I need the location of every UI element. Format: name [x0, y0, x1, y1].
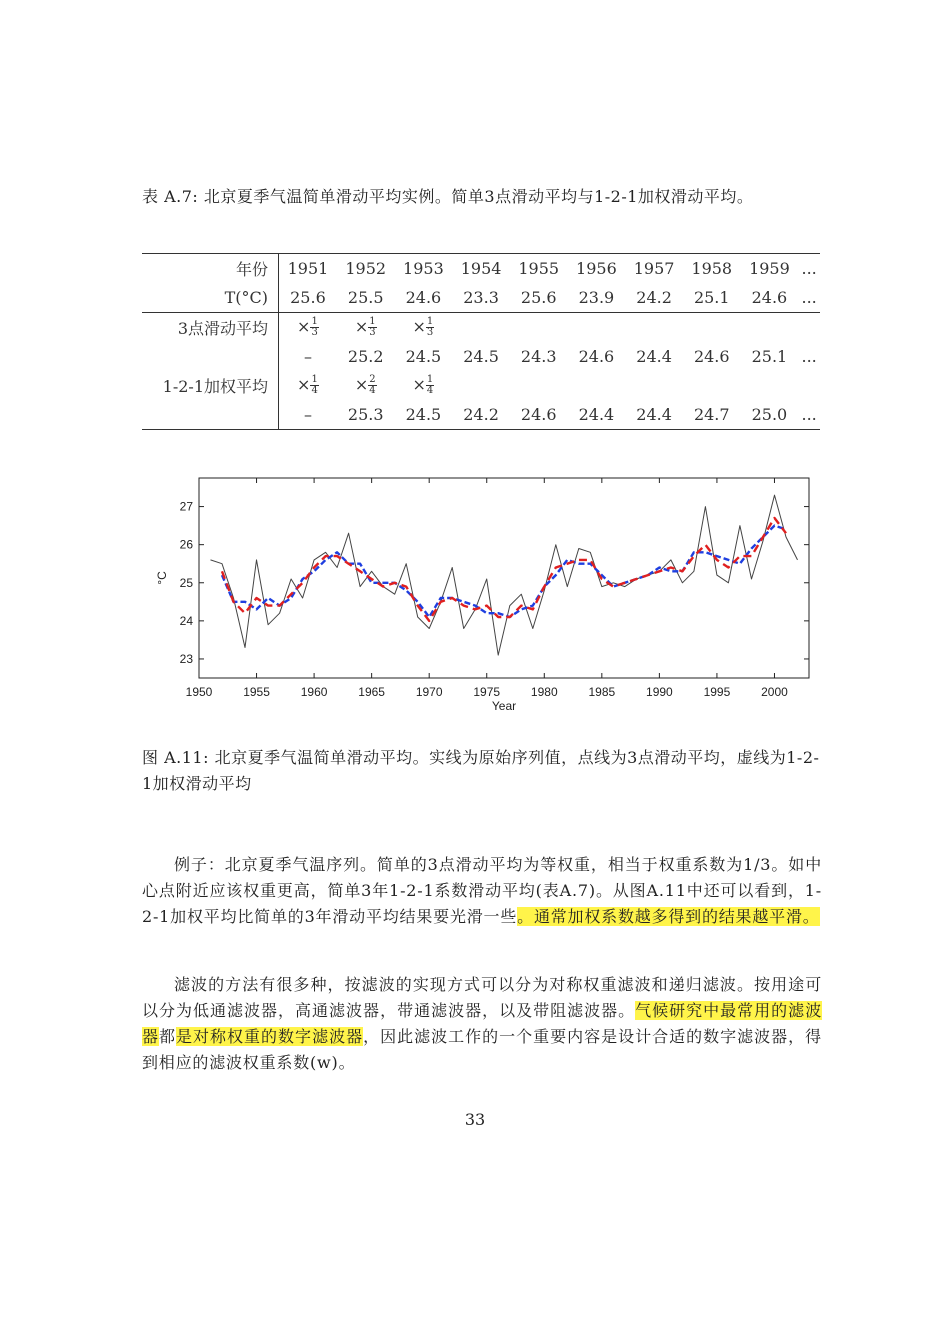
fraction-numerator: 2 [369, 374, 376, 385]
table-row [142, 313, 820, 343]
table-cell: 25.1 [693, 288, 730, 307]
x-tick-label: 1960 [300, 685, 328, 699]
table-cell [510, 313, 568, 343]
x-tick-label: 1970 [415, 685, 443, 699]
table-cell [568, 313, 626, 343]
series-line-dashed [222, 518, 786, 621]
fraction-numerator: 1 [426, 374, 434, 385]
table-cell [625, 371, 683, 400]
row-label: 3点滑动平均 [142, 313, 279, 343]
table-cell: 1953 [395, 254, 453, 284]
paragraph-example [142, 852, 822, 930]
weight-fraction [368, 317, 376, 338]
table-cell: 24.7 [683, 400, 741, 430]
y-tick-label: 26 [179, 537, 193, 552]
table-cell: 24.2 [452, 400, 510, 430]
table-cell [798, 313, 820, 343]
table-cell: 24.4 [636, 347, 672, 366]
x-tick-label: 1975 [473, 685, 501, 699]
table-cell: 24.6 [693, 347, 730, 366]
table-row [142, 254, 820, 284]
table-cell: 1951 [279, 254, 337, 284]
table-cell: 25.5 [347, 288, 384, 307]
table-cell: 25.0 [741, 400, 799, 430]
y-tick-label: 24 [179, 613, 193, 628]
weight-fraction [426, 375, 434, 396]
table-row [142, 400, 820, 430]
table-cell: 24.6 [578, 347, 615, 366]
x-axis-label: Year [491, 699, 517, 713]
fraction-denominator: 4 [426, 385, 434, 396]
table-cell: 1952 [337, 254, 395, 284]
row-label: 1-2-1加权平均 [142, 371, 279, 400]
plot-frame [199, 478, 809, 678]
table-cell: 24.6 [751, 288, 788, 307]
table-cell: ... [798, 254, 820, 284]
paragraph-text: 滤波的方法有很多种，按滤波的实现方式可以分为对称权重滤波和递归滤波。按用途可以分为低通滤波器，高通滤波器，带通滤波器，以及带阻滤波器。 [142, 975, 822, 1020]
table-cell: 24.2 [636, 288, 672, 307]
table-cell: 1958 [683, 254, 741, 284]
table-cell: 25.3 [337, 400, 395, 430]
y-tick-label: 23 [179, 651, 193, 666]
paragraph-filters [142, 972, 822, 1076]
table-cell [395, 371, 453, 400]
fraction-numerator: 1 [426, 316, 434, 327]
table-row [142, 342, 820, 371]
table-cell: 25.6 [520, 288, 557, 307]
fraction-denominator: 4 [311, 385, 318, 396]
highlighted-text: 气候研究中最常用的滤波器 [142, 1001, 822, 1046]
table-row [142, 283, 820, 313]
paragraph-text: 都 [159, 1027, 177, 1046]
x-tick-label: 2000 [761, 685, 788, 699]
table-cell [741, 371, 799, 400]
weight-fraction [310, 375, 318, 396]
row-label: 年份 [142, 254, 279, 284]
table-cell: 24.6 [510, 400, 568, 430]
table-cell [337, 313, 395, 343]
table-cell: 24.4 [568, 400, 626, 430]
times-sign: × [297, 375, 311, 394]
y-axis-label: °C [155, 571, 169, 585]
weight-fraction [368, 375, 376, 396]
table-cell: 24.5 [395, 400, 453, 430]
times-sign: × [354, 375, 369, 394]
times-sign: × [297, 317, 311, 336]
table-cell: 25.6 [290, 288, 326, 307]
weight-fraction [426, 317, 434, 338]
table-cell [279, 371, 337, 400]
y-tick-label: 27 [179, 499, 193, 514]
table-cell: 1956 [568, 254, 626, 284]
table-cell [741, 313, 799, 343]
times-sign: × [412, 375, 426, 394]
table-cell: 24.6 [405, 288, 442, 307]
table-cell: 23.9 [578, 288, 615, 307]
highlighted-text: 是对称权重的数字滤波器 [176, 1027, 364, 1046]
page-number: 33 [464, 1110, 486, 1129]
table-cell: 1959 [741, 254, 799, 284]
paragraph-text: ，因此滤波工作的一个重要内容是设计合适的数字滤波器，得到相应的滤波权重系数(w)。 [142, 1027, 822, 1072]
temperature-chart [150, 470, 820, 720]
x-tick-label: 1965 [358, 685, 385, 699]
row-label [142, 400, 279, 430]
table-cell [625, 313, 683, 343]
table-cell: – [303, 347, 312, 366]
table-cell [279, 313, 337, 343]
table-cell [568, 371, 626, 400]
table-cell: 1955 [510, 254, 568, 284]
table-cell: ... [798, 400, 820, 430]
series-line-solid [211, 495, 798, 655]
table-cell [337, 371, 395, 400]
row-label [142, 342, 279, 371]
table-caption: 表 A.7: 北京夏季气温简单滑动平均实例。简单3点滑动平均与1-2-1加权滑动平均。 [142, 187, 754, 206]
table-cell: 24.5 [405, 347, 442, 366]
table-cell: 24.4 [625, 400, 683, 430]
x-tick-label: 1980 [530, 685, 558, 699]
table-cell [452, 313, 510, 343]
fraction-numerator: 1 [369, 316, 376, 327]
table-cell: 25.2 [347, 347, 384, 366]
fraction-denominator: 3 [311, 327, 318, 338]
x-tick-label: 1990 [646, 685, 673, 699]
fraction-numerator: 1 [311, 316, 318, 327]
highlighted-text: 。通常加权系数越多得到的结果越平滑。 [517, 907, 820, 926]
table-cell: 25.1 [751, 347, 788, 366]
table-cell: 1957 [625, 254, 683, 284]
table-cell [452, 371, 510, 400]
fraction-denominator: 4 [369, 385, 376, 396]
table-cell: ... [801, 347, 817, 366]
x-tick-label: 1950 [185, 685, 213, 699]
fraction-numerator: 1 [311, 374, 318, 385]
smoothing-table [142, 253, 820, 430]
table-cell: 1954 [452, 254, 510, 284]
table-cell: ... [801, 288, 817, 307]
times-sign: × [412, 317, 426, 336]
table-cell [395, 313, 453, 343]
table-row [142, 371, 820, 400]
table-cell: – [279, 400, 337, 430]
row-label: T(°C) [142, 283, 279, 313]
y-tick-label: 25 [179, 575, 193, 590]
series-line-dotted [222, 526, 786, 617]
weight-fraction [310, 317, 318, 338]
table-cell [510, 371, 568, 400]
table-cell [798, 371, 820, 400]
table-cell [683, 371, 741, 400]
x-tick-label: 1985 [588, 685, 616, 699]
x-tick-label: 1955 [243, 685, 270, 699]
figure-caption: 图 A.11: 北京夏季气温简单滑动平均。实线为原始序列值，点线为3点滑动平均，虚线为1-2-1加权滑动平均 [142, 748, 820, 793]
table-cell [683, 313, 741, 343]
table-cell: 24.5 [463, 347, 499, 366]
fraction-denominator: 3 [369, 327, 376, 338]
table-cell: 23.3 [463, 288, 499, 307]
times-sign: × [354, 317, 369, 336]
paragraph-text: 例子：北京夏季气温序列。简单的3点滑动平均为等权重，相当于权重系数为1/3。如中心点附近应该权重更高，简单3年1-2-1系数滑动平均(表A.7)。从图A.11中还可以看到，1-2-1加权平均比简单的3年滑动平均结果要光滑一些 [142, 855, 822, 926]
x-tick-label: 1995 [703, 685, 731, 699]
table-cell: 24.3 [520, 347, 557, 366]
fraction-denominator: 3 [426, 327, 434, 338]
